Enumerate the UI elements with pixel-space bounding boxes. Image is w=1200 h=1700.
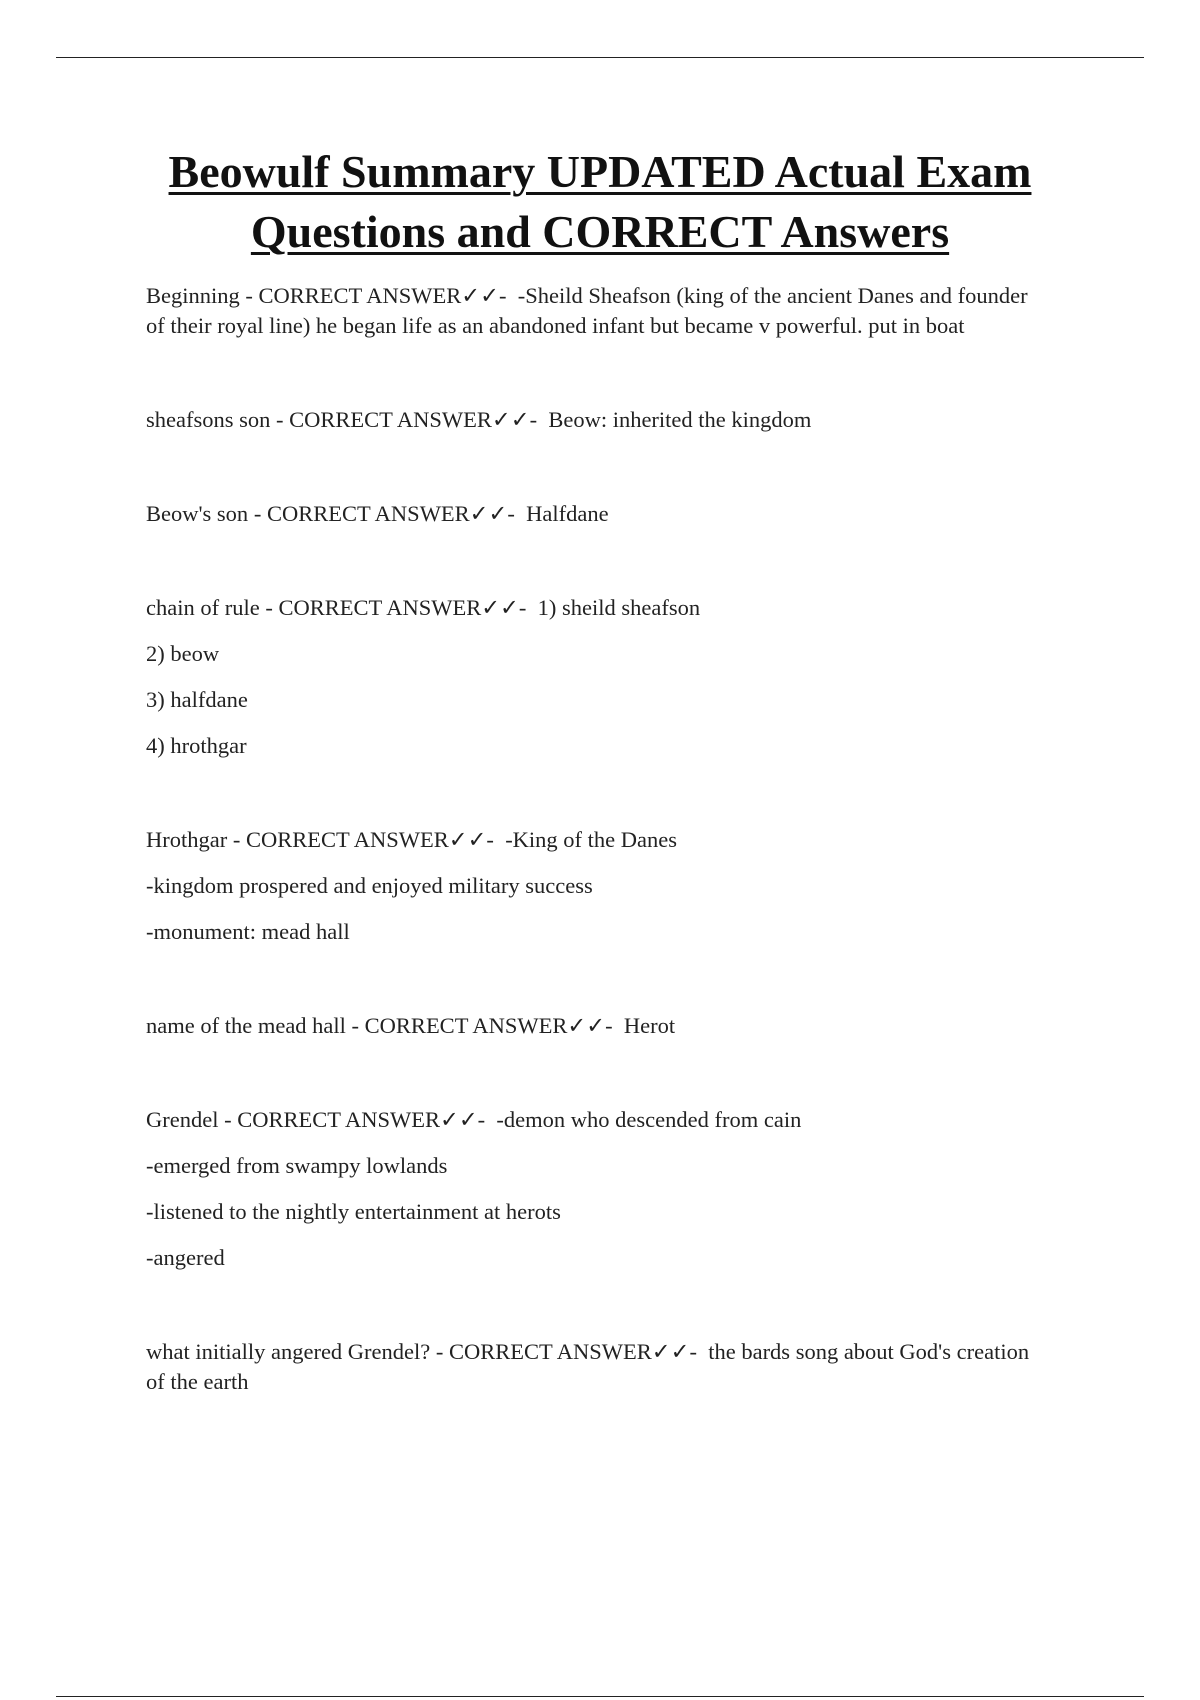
answer-marker: CORRECT ANSWER✓✓- [266,501,515,526]
answer-text: the bards song about God's creation of the earth [146,1339,1030,1394]
answer-text: -demon who descended from cain [496,1107,802,1132]
qa-entry [146,825,1051,947]
question-term: chain of rule [146,595,260,620]
question-term: sheafsons son [146,407,271,432]
answer-text: 1) sheild sheafson [537,595,701,620]
answer-marker: CORRECT ANSWER✓✓- [449,1339,697,1364]
qa-question-line: Grendel - CORRECT ANSWER✓✓- -demon who descended from cain [146,1107,802,1132]
answer-text: Halfdane [526,501,609,526]
question-term: what initially angered Grendel? [146,1339,431,1364]
top-rule [56,57,1144,58]
answer-line: -listened to the nightly entertainment at herots [146,1199,561,1224]
qa-entry [146,281,1051,341]
answer-text: Beow: inherited the kingdom [548,407,812,432]
qa-list [146,281,1051,1461]
question-term: name of the mead hall [146,1013,346,1038]
answer-text: -King of the Danes [505,827,678,852]
answer-line: 3) halfdane [146,687,248,712]
question-term: Beow's son [146,501,249,526]
page-title: Beowulf Summary UPDATED Actual Exam Questions and CORRECT Answers [168,146,1032,257]
answer-marker: CORRECT ANSWER✓✓- [245,827,494,852]
qa-entry [146,1337,1051,1397]
answer-line: 4) hrothgar [146,733,247,758]
answer-marker: CORRECT ANSWER✓✓- [258,283,507,308]
answer-marker: CORRECT ANSWER✓✓- [289,407,538,432]
qa-question-line: chain of rule - CORRECT ANSWER✓✓- 1) sheild sheafson [146,595,701,620]
answer-line: 2) beow [146,641,220,666]
qa-entry [146,1011,1051,1041]
qa-entry [146,499,1051,529]
answer-marker: CORRECT ANSWER✓✓- [237,1107,486,1132]
question-term: Hrothgar [146,827,228,852]
answer-marker: CORRECT ANSWER✓✓- [278,595,527,620]
answer-line: -angered [146,1245,225,1270]
qa-entry [146,593,1051,761]
qa-question-line: Hrothgar - CORRECT ANSWER✓✓- -King of the Danes [146,827,678,852]
answer-text: Herot [623,1013,676,1038]
qa-question-line: Beow's son - CORRECT ANSWER✓✓- Halfdane [146,501,609,526]
qa-entry [146,1105,1051,1273]
answer-line: -kingdom prospered and enjoyed military success [146,873,593,898]
bottom-rule [56,1696,1144,1697]
question-term: Grendel [146,1107,219,1132]
answer-line: -emerged from swampy lowlands [146,1153,448,1178]
qa-question-line: sheafsons son - CORRECT ANSWER✓✓- Beow: inherited the kingdom [146,407,812,432]
answer-line: -monument: mead hall [146,919,350,944]
question-term: Beginning [146,283,240,308]
qa-question-line: what initially angered Grendel? - CORRECT ANSWER✓✓- the bards song about God's creation of the earth [146,1339,1030,1394]
answer-text: -Sheild Sheafson (king of the ancient Danes and founder of their royal line) he began life as an abandoned infant but became v powerful. put in boat [146,283,1028,338]
qa-question-line: Beginning - CORRECT ANSWER✓✓- -Sheild Sheafson (king of the ancient Danes and founder of their royal line) he began life as an abandoned infant but became v powerful. put in boat [146,283,1028,338]
answer-marker: CORRECT ANSWER✓✓- [364,1013,613,1038]
qa-entry [146,405,1051,435]
qa-question-line: name of the mead hall - CORRECT ANSWER✓✓- Herot [146,1013,676,1038]
